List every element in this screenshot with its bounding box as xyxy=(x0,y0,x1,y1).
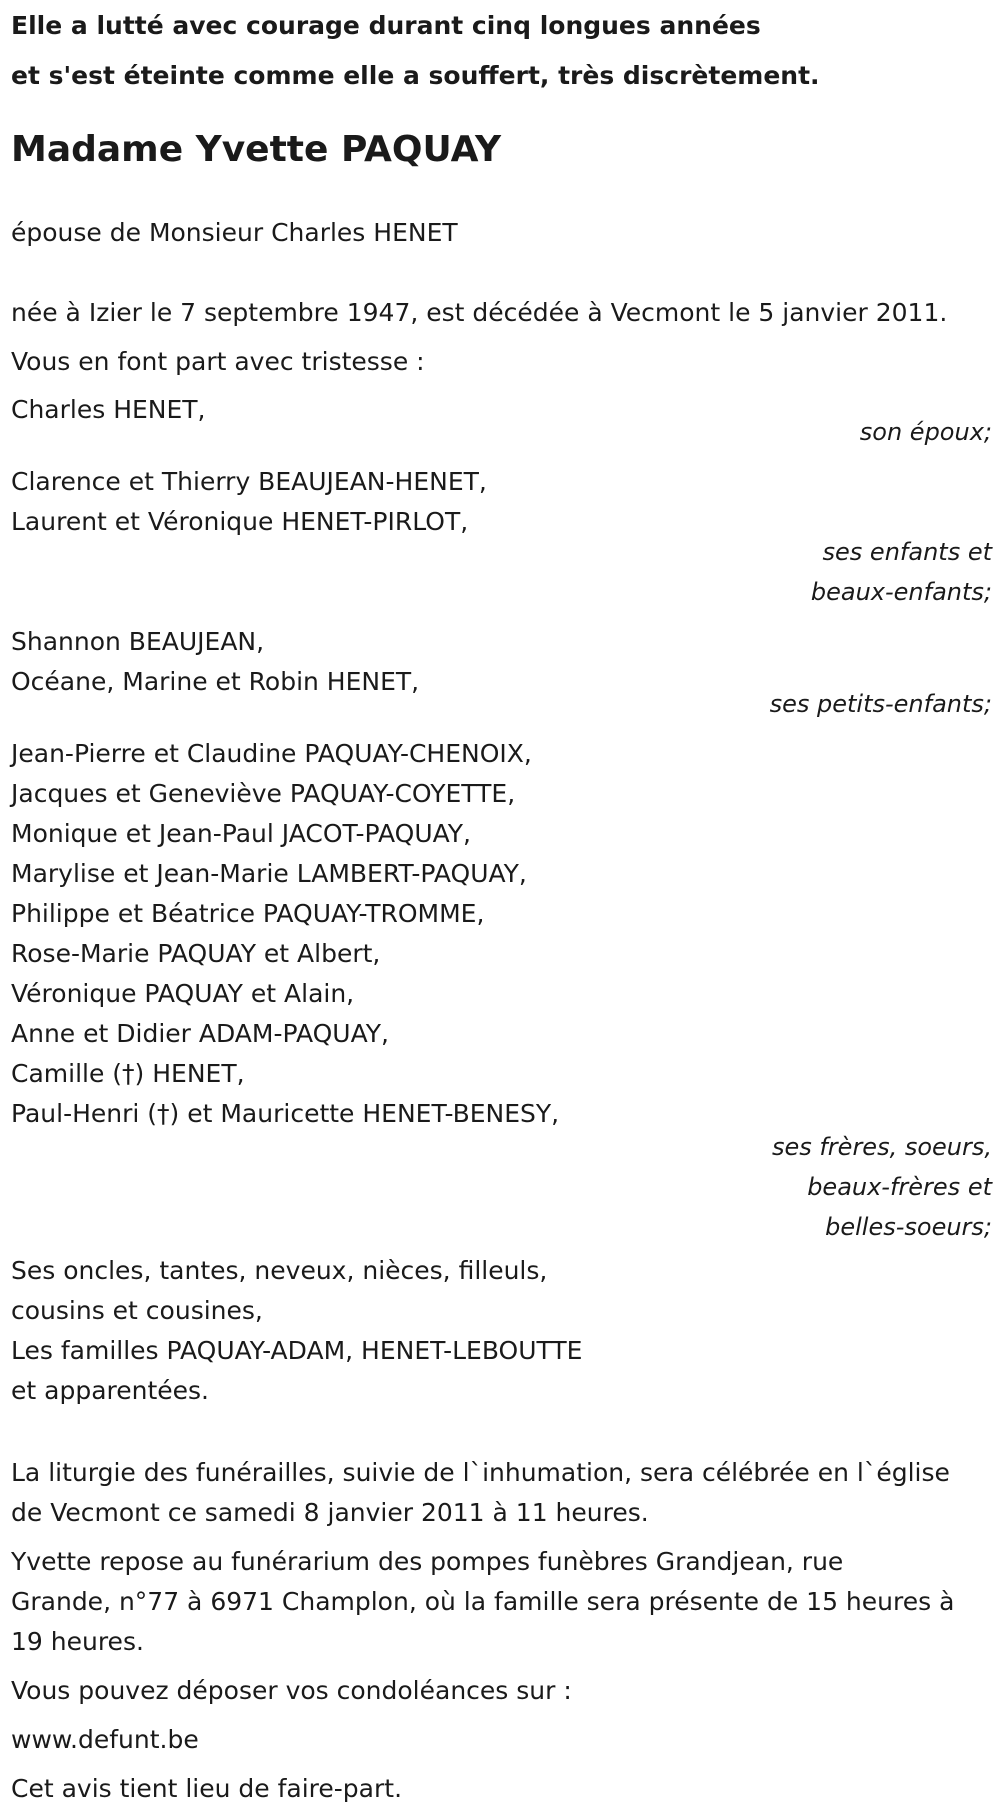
family-names xyxy=(11,462,989,542)
family-name-line: Monique et Jean-Paul JACOT-PAQUAY, xyxy=(11,819,471,848)
family-names xyxy=(11,734,989,1134)
family-name-line: Jacques et Geneviève PAQUAY-COYETTE, xyxy=(11,779,516,808)
relation-line: ses frères, soeurs, xyxy=(771,1133,992,1161)
extended-family-line: cousins et cousines, xyxy=(11,1296,263,1325)
family-name-line: Rose-Marie PAQUAY et Albert, xyxy=(11,939,381,968)
relation-line: belles-soeurs; xyxy=(825,1213,992,1241)
repose-line-3: 19 heures. xyxy=(11,1627,144,1656)
family-group-spouse xyxy=(11,390,992,452)
website-link[interactable]: www.defunt.be xyxy=(11,1725,199,1754)
closing-line: Cet avis tient lieu de faire-part. xyxy=(11,1774,403,1803)
family-group-children xyxy=(11,462,992,612)
family-name-line: Shannon BEAUJEAN, xyxy=(11,627,265,656)
family-name-line: Laurent et Véronique HENET-PIRLOT, xyxy=(11,507,469,536)
relation-label xyxy=(11,532,992,612)
extended-family-line: Les familles PAQUAY-ADAM, HENET-LEBOUTTE xyxy=(11,1336,583,1365)
family-name-line: Paul-Henri (†) et Mauricette HENET-BENESY, xyxy=(11,1099,560,1128)
family-name-line: Clarence et Thierry BEAUJEAN-HENET, xyxy=(11,467,487,496)
family-group-siblings xyxy=(11,734,992,1247)
repose-details xyxy=(11,1542,989,1662)
relation-line: beaux-enfants; xyxy=(810,578,992,606)
family-name-line: Océane, Marine et Robin HENET, xyxy=(11,667,420,696)
relation-label xyxy=(11,1127,992,1247)
intro-quote xyxy=(11,0,989,101)
relation-line: beaux-frères et xyxy=(807,1173,992,1201)
extended-family xyxy=(11,1251,989,1411)
relation-line: ses enfants et xyxy=(822,538,992,566)
condolences-line: Vous pouvez déposer vos condoléances sur : xyxy=(11,1676,572,1705)
relation-line: ses petits-enfants; xyxy=(769,690,992,718)
funeral-line-2: de Vecmont ce samedi 8 janvier 2011 à 11 heures. xyxy=(11,1498,649,1527)
repose-line-2: Grande, n°77 à 6971 Champlon, où la famille sera présente de 15 heures à xyxy=(11,1587,955,1616)
family-name-line: Charles HENET, xyxy=(11,395,206,424)
funeral-line-1: La liturgie des funérailles, suivie de l`inhumation, sera célébrée en l`église xyxy=(11,1458,950,1487)
deceased-name: Madame Yvette PAQUAY xyxy=(11,129,502,170)
family-name-line: Anne et Didier ADAM-PAQUAY, xyxy=(11,1019,389,1048)
spouse-line: épouse de Monsieur Charles HENET xyxy=(11,218,458,247)
intro-line-2: et s'est éteinte comme elle a souffert, très discrètement. xyxy=(11,61,820,90)
relation-line: son époux; xyxy=(859,418,992,446)
family-group-grandchildren xyxy=(11,622,992,724)
notify-line: Vous en font part avec tristesse : xyxy=(11,347,425,376)
family-name-line: Marylise et Jean-Marie LAMBERT-PAQUAY, xyxy=(11,859,527,888)
family-name-line: Véronique PAQUAY et Alain, xyxy=(11,979,355,1008)
intro-line-1: Elle a lutté avec courage durant cinq longues années xyxy=(11,11,761,40)
repose-line-1: Yvette repose au funérarium des pompes funèbres Grandjean, rue xyxy=(11,1547,844,1576)
extended-family-line: Ses oncles, tantes, neveux, nièces, filleuls, xyxy=(11,1256,548,1285)
family-name-line: Philippe et Béatrice PAQUAY-TROMME, xyxy=(11,899,485,928)
family-name-line: Camille (†) HENET, xyxy=(11,1059,245,1088)
extended-family-line: et apparentées. xyxy=(11,1376,209,1405)
family-name-line: Jean-Pierre et Claudine PAQUAY-CHENOIX, xyxy=(11,739,532,768)
birth-death-line: née à Izier le 7 septembre 1947, est décédée à Vecmont le 5 janvier 2011. xyxy=(11,298,948,327)
funeral-details xyxy=(11,1453,989,1533)
